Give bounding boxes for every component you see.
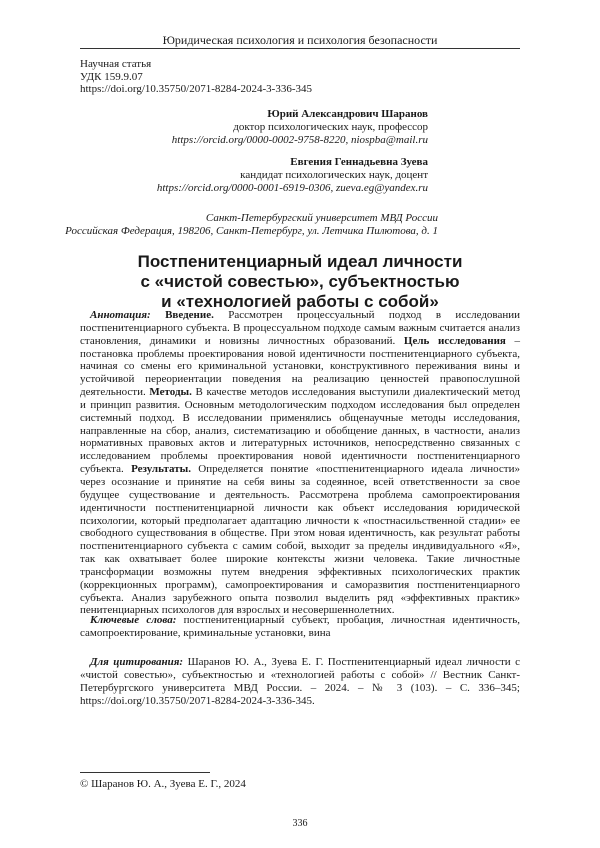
citation-label: Для цитирования:	[90, 656, 184, 668]
methods-text: В качестве методов исследования выступили диалектический метод и принцип развития. Основным методологическим подходом исследования был определен системный подход. В исследовании применялись общенаучные методы исследования, направленные на сбор, анализ, систематизацию и обобщение данных, в частности, анализ нормативных правовых актов и литературных источников, непосредственно связанных с исследованием проблемы проектирования новой идентичности постпенитенциарного субъекта.	[80, 386, 520, 476]
citation	[80, 656, 520, 707]
header-divider	[80, 48, 520, 49]
running-header: Юридическая психология и психология безопасности	[162, 33, 438, 47]
intro-text: Рассмотрен процессуальный подход в исследовании постпенитенциарного субъекта. В процессуальном подходе самым важным считается анализ становления, динамики и новизны личностных образований.	[80, 309, 521, 347]
citation-text: Шаранов Ю. А., Зуева Е. Г. Постпенитенциарный идеал личности с «чистой совестью», субъектностью и «технологией работы с собой» // Вестник Санкт-Петербургского университета МВД России. – 2024. – № 3 (103). – С. 336–345; https://doi.org/10.35750/2071-8284-2024-3-336-345.	[80, 656, 520, 707]
abstract	[80, 309, 520, 617]
abstract-label: Аннотация:	[90, 309, 151, 321]
author-contacts[interactable]: https://orcid.org/0000-0002-9758-8220, niospba@mail.ru	[171, 133, 428, 146]
author-degree: доктор психологических наук, профессор	[233, 120, 428, 133]
results-text: Определяется понятие «постпенитенциарного идеала личности» через осознание и принятие на себя вины за содеянное, всей ответственности за свое будущее существование и деятельность. Рассмотрена проблема самопроектирования идентичности постпенитенциарной личности как объект исследования юридической психологии, который предполагает адаптацию личности к «постнасильственной стадии» ее свободного существования в обществе. При этом новая идентичность, как результат работы постпенитенциарного субъекта с самим собой, выходит за пределы индивидуального «Я», так как охватывает более широкие контексты жизни человека. Такие личностные трансформации возможны путем внедрения эффективных психологических практик (коррекционных программ), самопроектирования и саморазвития постпенитенциарного субъекта. Анализ зарубежного опыта позволил выделить ряд «эффективных практик» пенитенциарных психологов для взрослых и несовершеннолетних.	[80, 463, 520, 617]
methods-label: Методы.	[149, 386, 192, 399]
article-title	[80, 252, 520, 312]
footnote-divider	[80, 772, 210, 773]
doi-link[interactable]: https://doi.org/10.35750/2071-8284-2024-3-336-345	[80, 83, 313, 96]
author-name: Юрий Александрович Шаранов	[267, 108, 428, 120]
author-name: Евгения Геннадьевна Зуева	[290, 156, 428, 168]
udk: УДК 159.9.07	[80, 70, 143, 83]
author-degree: кандидат психологических наук, доцент	[240, 168, 428, 181]
article-type: Научная статья	[80, 58, 152, 70]
results-label: Результаты.	[131, 463, 191, 476]
article-meta	[80, 58, 312, 96]
title-line-3: и «технологией работы с собой»	[161, 292, 439, 311]
title-line-2: с «чистой совестью», субъектностью	[140, 272, 460, 291]
page-number: 336	[292, 818, 308, 829]
copyright: © Шаранов Ю. А., Зуева Е. Г., 2024	[80, 778, 246, 790]
keywords-label: Ключевые слова:	[90, 614, 177, 626]
goal-text: – постановка проблемы проектирования новой идентичности постпенитенциарного субъекта, начиная со смены его криминальной установки, конструктивного переживания вины и устойчивой переориентации поведения на реализацию ценностей правопослушной деятельности.	[80, 334, 521, 399]
goal-label: Цель исследования	[403, 334, 506, 347]
keywords-text: постпенитенциарный субъект, пробация, личностная идентичность, самопроектирование, криминальные установки, вина	[80, 614, 521, 639]
author-block-1	[172, 108, 428, 146]
author-block-2	[157, 156, 428, 194]
affiliation	[65, 212, 438, 238]
author-contacts[interactable]: https://orcid.org/0000-0001-6919-0306, zueva.eg@yandex.ru	[156, 181, 428, 194]
affiliation-institution: Санкт-Петербургский университет МВД России	[205, 212, 438, 224]
title-line-1: Постпенитенциарный идеал личности	[137, 252, 463, 271]
intro-label: Введение.	[165, 309, 214, 321]
keywords	[80, 614, 520, 640]
affiliation-address: Российская Федерация, 198206, Санкт-Петербург, ул. Летчика Пилютова, д. 1	[65, 224, 438, 237]
